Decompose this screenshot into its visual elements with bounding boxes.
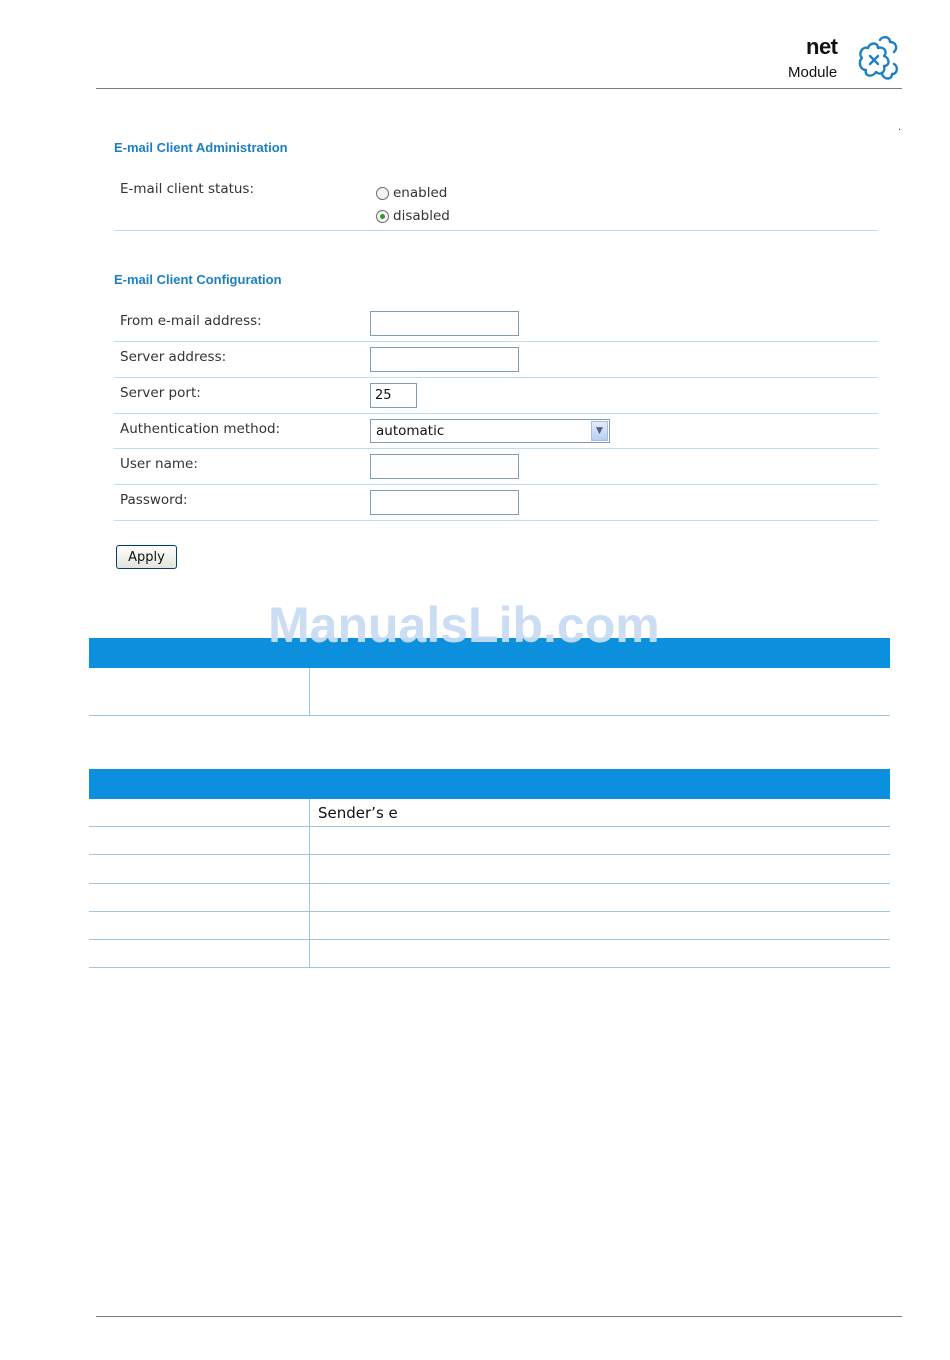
apply-button[interactable]: Apply [116, 545, 177, 569]
logo-text-net: net [806, 34, 838, 59]
table2-row-rule [89, 911, 890, 912]
table2-bottom-rule [89, 967, 890, 968]
configuration-title: E-mail Client Configuration [114, 272, 282, 287]
table2-row-rule [89, 939, 890, 940]
server-address-input[interactable] [370, 347, 519, 372]
config-row-divider [114, 377, 878, 378]
puzzle-logo-icon [856, 36, 900, 86]
user-name-input[interactable] [370, 454, 519, 479]
table2-row-rule [89, 854, 890, 855]
from-address-input[interactable] [370, 311, 519, 336]
table2-row-1-desc: Sender’s e [318, 804, 398, 822]
auth-method-select[interactable] [370, 419, 610, 443]
table2-header [89, 769, 890, 799]
from-address-label: From e-mail address: [120, 313, 262, 329]
admin-row-divider [114, 230, 878, 231]
config-row-divider [114, 448, 878, 449]
header-rule [96, 88, 902, 89]
radio-disabled-label: disabled [393, 208, 450, 224]
config-row-divider [114, 484, 878, 485]
logo-text-module: Module [788, 64, 838, 81]
password-label: Password: [120, 492, 188, 508]
manualslib-watermark: ManualsLib.com [268, 597, 660, 653]
netmodule-logo [786, 36, 902, 86]
radio-enabled-label: enabled [393, 185, 448, 201]
auth-method-value: automatic [376, 423, 445, 439]
password-input[interactable] [370, 490, 519, 515]
table2-row-rule [89, 826, 890, 827]
config-row-divider [114, 413, 878, 414]
server-port-label: Server port: [120, 385, 201, 401]
status-option-enabled[interactable] [376, 185, 447, 201]
table1-bottom-rule [89, 715, 890, 716]
administration-title: E-mail Client Administration [114, 140, 288, 155]
server-address-label: Server address: [120, 349, 227, 365]
radio-disabled[interactable] [376, 210, 389, 223]
status-label: E-mail client status: [120, 181, 255, 197]
config-row-divider [114, 520, 878, 521]
auth-method-label: Authentication method: [120, 421, 281, 437]
chevron-down-icon[interactable]: ▼ [591, 421, 608, 441]
table2-row-rule [89, 883, 890, 884]
radio-enabled[interactable] [376, 187, 389, 200]
user-name-label: User name: [120, 456, 198, 472]
footer-rule [96, 1316, 902, 1317]
table1-column-divider [309, 668, 310, 715]
status-option-disabled[interactable] [376, 208, 450, 224]
server-port-input[interactable] [370, 383, 417, 408]
stray-mark: . [898, 122, 902, 133]
config-row-divider [114, 341, 878, 342]
